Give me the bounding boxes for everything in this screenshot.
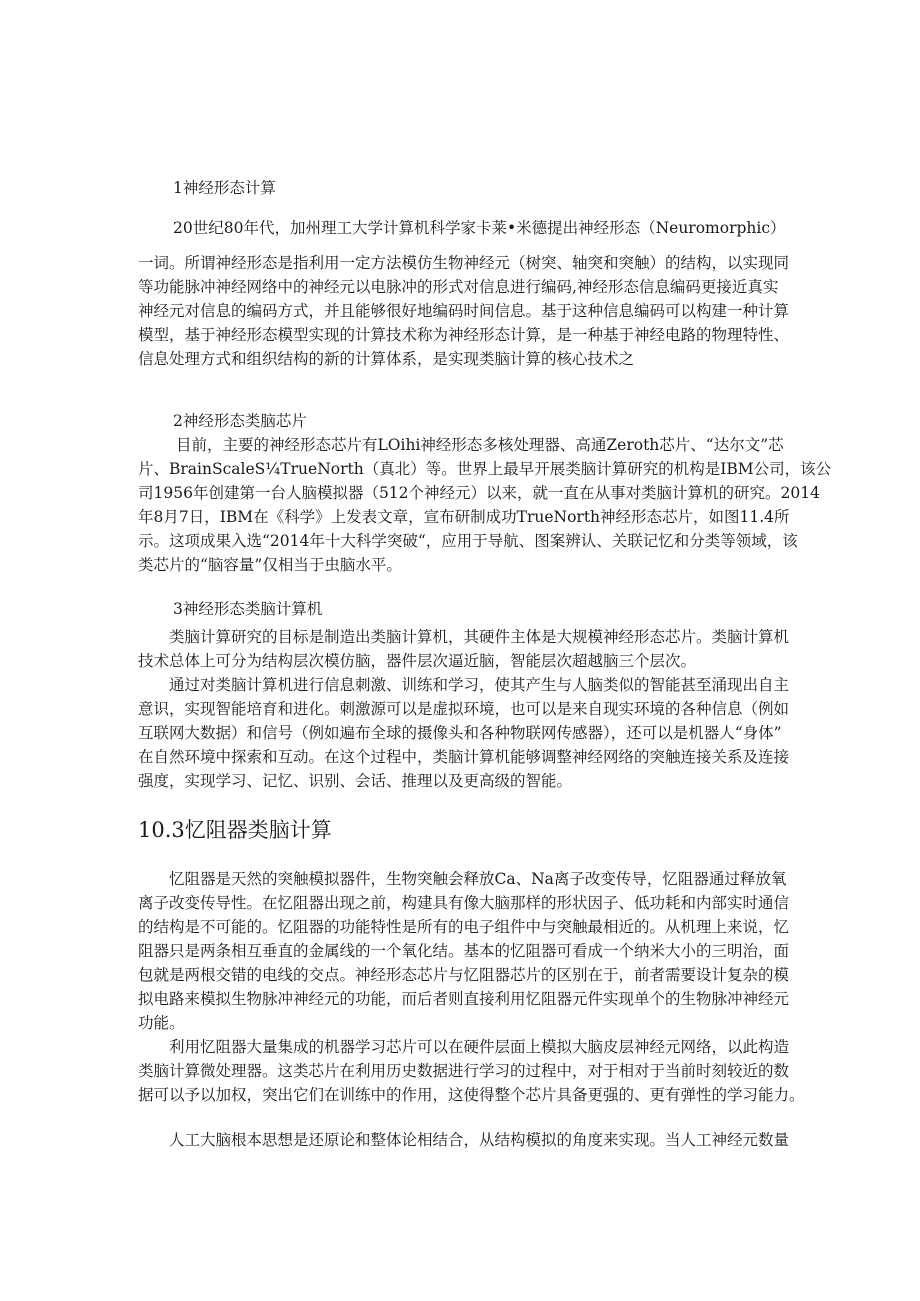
text-line: 利用忆阻器大量集成的机器学习芯片可以在硬件层面上模拟大脑皮层神经元网络，以此构造 <box>169 1038 790 1056</box>
text-line: 通过对类脑计算机进行信息刺激、训练和学习，使其产生与人脑类似的智能甚至涌现出自主 <box>169 676 790 694</box>
text-line: 等功能脉冲神经网络中的神经元以电脉冲的形式对信息进行编码,神经形态信息编码更接近真实 <box>138 278 779 296</box>
memristor-paragraph-3 <box>138 1128 793 1152</box>
text-line: 强度，实现学习、记忆、识别、会话、推理以及更高级的智能。 <box>138 772 573 790</box>
chapter-title: 10.3忆阻器类脑计算 <box>138 818 332 842</box>
text-line: 神经元对信息的编码方式，并且能够很好地编码时间信息。基于这种信息编码可以构建一种计算 <box>138 302 790 320</box>
memristor-paragraph-2 <box>138 1035 805 1107</box>
text-line: 据可以予以加权，突出它们在训练中的作用，这使得整个芯片具备更强的、更有弹性的学习能力。 <box>138 1086 805 1104</box>
text-line: 片、BrainScaleS¼TrueNorth（真北）等。世界上最早开展类脑计算研究的机构是IBM公司，该公 <box>138 460 832 478</box>
section-3-paragraph <box>138 625 793 793</box>
text-line: 拟电路来模拟生物脉冲神经元的功能，而后者则直接利用忆阻器元件实现单个的生物脉冲神经元 <box>138 990 790 1008</box>
text-line: 模型，基于神经形态模型实现的计算技术称为神经形态计算，是一种基于神经电路的物理特性、 <box>138 326 790 344</box>
text-line: 在自然环境中探索和互动。在这个过程中，类脑计算机能够调整神经网络的突触连接关系及连接 <box>138 748 790 766</box>
text-line: 司1956年创建第一台人脑模拟器（512个神经元）以来，就一直在从事对类脑计算机的研究。2014 <box>138 484 820 502</box>
text-line: 人工大脑根本思想是还原论和整体论相结合，从结构模拟的角度来实现。当人工神经元数量 <box>169 1131 790 1149</box>
text-line: 示。这项成果入选“2014年十大科学突破“，应用于导航、图案辨认、关联记忆和分类等领域，该 <box>138 532 798 550</box>
text-line: 离子改变传导性。在忆阻器出现之前，构建具有像大脑那样的形状因子、低功耗和内部实时通信 <box>138 894 790 912</box>
text-line: 包就是两根交错的电线的交点。神经形态芯片与忆阻器芯片的区别在于，前者需要设计复杂的模 <box>138 966 790 984</box>
text-line: 信息处理方式和组织结构的新的计算体系，是实现类脑计算的核心技术之 <box>138 350 635 368</box>
section-2-paragraph <box>138 433 832 577</box>
text-line: 目前，主要的神经形态芯片有LOihi神经形态多核处理器、高通Zeroth芯片、“达尔文”芯 <box>176 436 784 454</box>
text-line: 功能。 <box>138 1014 185 1032</box>
text-line: 互联网大数据）和信号（例如遍布全球的摄像头和各种物联网传感器），还可以是机器人“身体” <box>138 724 782 742</box>
section-1-heading: 1神经形态计算 <box>173 179 276 197</box>
text-line: 类脑计算研究的目标是制造出类脑计算机，其硬件主体是大规模神经形态芯片。类脑计算机 <box>169 628 790 646</box>
text-line: 一词。所谓神经形态是指利用一定方法模仿生物神经元（树突、轴突和突触）的结构，以实现同 <box>138 254 790 272</box>
text-line: 意识，实现智能培育和进化。刺激源可以是虚拟环境，也可以是来自现实环境的各种信息（例如 <box>138 700 790 718</box>
text-line: 年8月7日，IBM在《科学》上发表文章，宣布研制成功TrueNorth神经形态芯片，如图11.4所 <box>138 508 790 526</box>
section-3-heading: 3神经形态类脑计算机 <box>173 600 323 618</box>
section-1-paragraph <box>138 251 793 371</box>
text-line: 类芯片的“脑容量”仅相当于虫脑水平。 <box>138 556 402 574</box>
text-line: 类脑计算微处理器。这类芯片在利用历史数据进行学习的过程中，对于相对于当前时刻较近的数 <box>138 1062 790 1080</box>
memristor-paragraph-1 <box>138 867 793 1035</box>
section-2-heading: 2神经形态类脑芯片 <box>173 412 307 430</box>
section-1-intro: 20世纪80年代，加州理工大学计算机科学家卡莱•米德提出神经形态（Neuromorphic） <box>173 219 786 237</box>
text-line: 阻器只是两条相互垂直的金属线的一个氧化结。基本的忆阻器可看成一个纳米大小的三明治，面 <box>138 942 790 960</box>
text-line: 忆阻器是天然的突触模拟器件，生物突触会释放Ca、Na离子改变传导，忆阻器通过释放氧 <box>169 870 787 888</box>
text-line: 技术总体上可分为结构层次模仿脑，器件层次逼近脑，智能层次超越脑三个层次。 <box>138 652 697 670</box>
text-line: 的结构是不可能的。忆阻器的功能特性是所有的电子组件中与突触最相近的。从机理上来说，忆 <box>138 918 790 936</box>
